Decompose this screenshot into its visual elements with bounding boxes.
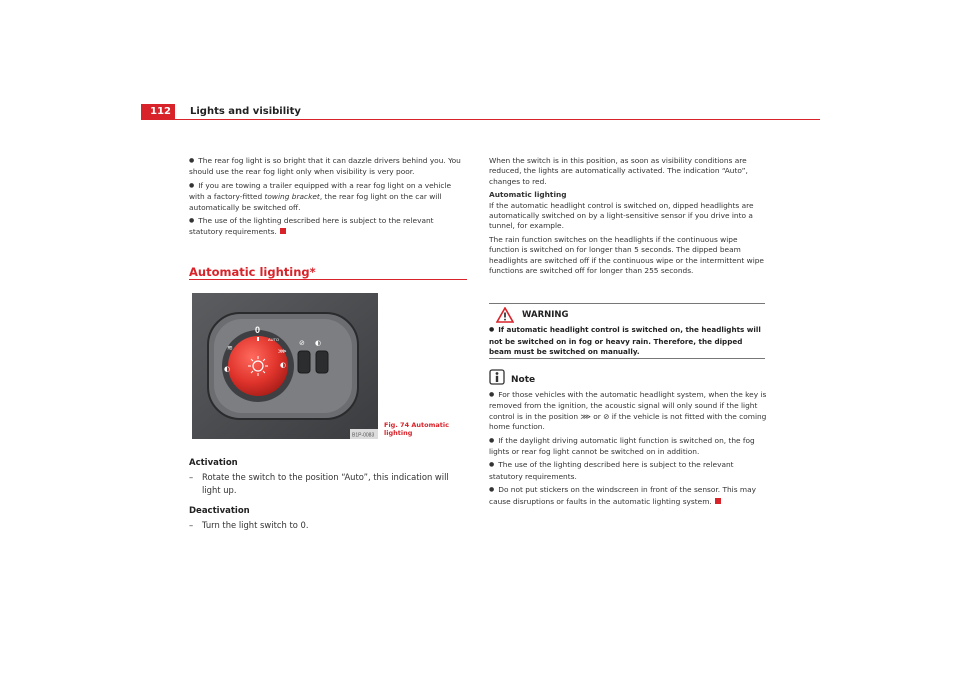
warning-title: WARNING: [522, 310, 569, 320]
note-item-stickers: ● Do not put stickers on the windscreen in front of the sensor. This may cause disruptions or faults in the automatic lighting system.: [489, 485, 769, 507]
bullet-towing: ● If you are towing a trailer equipped with a rear fog light on a vehicle with a factory-fitted towing bracket, the rear fog light on the car will automatically be switched off.: [189, 181, 467, 213]
automatic-lighting-heading: Automatic lighting: [489, 190, 567, 200]
note-item-statutory: ● The use of the lighting described here is subject to the relevant statutory requirements.: [489, 460, 769, 482]
light-knob: [228, 336, 288, 396]
section-rule: [189, 279, 467, 280]
header-rule: [141, 119, 820, 120]
note-icon: [489, 369, 505, 385]
end-mark-icon: [715, 498, 721, 504]
note-title: Note: [511, 375, 536, 385]
note-item-daylight: ● If the daylight driving automatic light function is switched on, the fog lights or rear fog light cannot be switched on in addition.: [489, 436, 769, 458]
bullet-fog-light: ● The rear fog light is so bright that it can dazzle drivers behind you. You should use the rear fog light only when visibility is very poor.: [189, 156, 467, 178]
svg-text:◐: ◐: [315, 339, 322, 347]
warning-box: [489, 303, 765, 359]
side-light-icon: ⊘: [603, 411, 610, 421]
warning-text: ● If automatic headlight control is switched on, the headlights will not be switched on in fog or heavy rain. Therefore, the dipped beam must be switched on manually.: [489, 325, 765, 358]
figure-code: B1P-0083: [352, 432, 375, 439]
activation-step: – Rotate the switch to the position “Auto”, this indication will light up.: [189, 472, 449, 495]
activation-block: [189, 458, 469, 532]
section-heading: Automatic lighting*: [189, 265, 316, 279]
light-switch-illustration: [192, 293, 378, 439]
deactivation-step: – Turn the light switch to 0.: [189, 520, 309, 531]
knob-auto-label: AUTO: [268, 337, 280, 342]
rain-function-paragraph: The rain function switches on the headlights if the continuous wipe function is switched on for longer than 5 seconds. The dipped beam headlights are switched off if the continuous wipe or the intermittent wipe functions are switched off for longer than 255 seconds.: [489, 234, 764, 276]
dipped-beam-icon: ⋙: [580, 411, 591, 421]
svg-text:◐: ◐: [224, 365, 231, 373]
intro-bullets: [189, 156, 467, 241]
svg-text:≋: ≋: [227, 344, 233, 352]
running-header: Lights and visibility: [190, 106, 301, 117]
activation-title: Activation: [189, 458, 238, 468]
end-mark-icon: [280, 228, 286, 234]
note-item-key-removed: ● For those vehicles with the automatic headlight system, when the key is removed from the ignition, the acoustic signal will only sound if the light control is in the position ⋙ or ⊘ if the vehicle is not fitted with the coming home function.: [489, 390, 769, 433]
page-number: 112: [141, 104, 175, 120]
svg-text:◐: ◐: [280, 361, 287, 369]
automatic-lighting-paragraph: If the automatic headlight control is switched on, dipped headlights are automatically switched on by a light-sensitive sensor if you drive into a tunnel, for example.: [489, 200, 754, 231]
deactivation-title: Deactivation: [189, 506, 250, 517]
svg-text:⊘: ⊘: [299, 339, 305, 347]
svg-text:⋙: ⋙: [278, 348, 287, 355]
note-block: [489, 369, 769, 510]
light-switch-figure: [192, 293, 378, 439]
intro-paragraph: When the switch is in this position, as soon as visibility conditions are reduced, the lights are automatically activated. The indication “Auto”, changes to red.: [489, 156, 748, 186]
bullet-statutory: ● The use of the lighting described here is subject to the relevant statutory requirements.: [189, 216, 467, 238]
knob-zero-label: 0: [255, 325, 261, 335]
figure-caption: Fig. 74 Automatic lighting: [384, 421, 449, 437]
warning-triangle-icon: [496, 307, 514, 323]
right-column-text: [489, 156, 767, 279]
